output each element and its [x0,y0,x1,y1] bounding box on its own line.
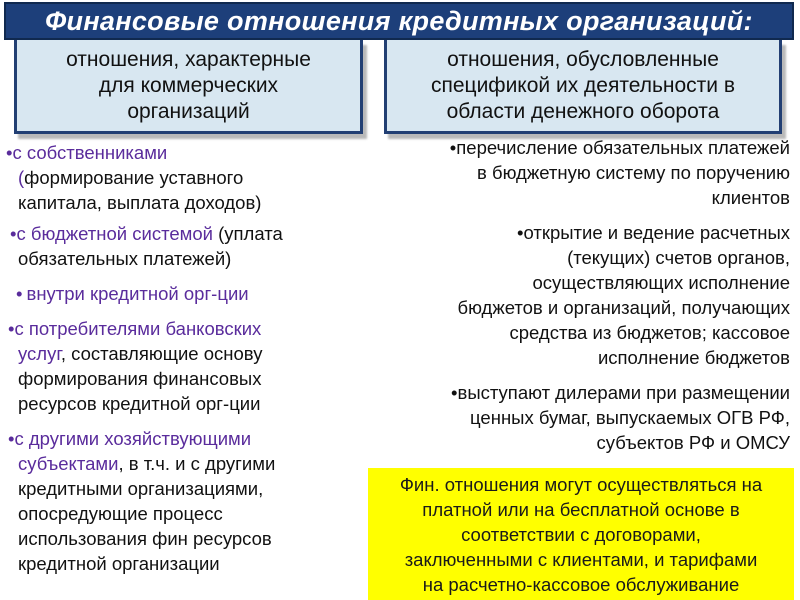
highlight-text: субъектами [18,453,119,474]
left-header-line: для коммерческих [98,73,279,97]
item-line: капитала, выплата доходов) [18,192,262,213]
item-text: , в т.ч. и с другими [118,453,276,474]
right-header-line: отношения, обусловленные [447,47,719,71]
list-item-other-entities [6,426,362,576]
list-item-budget [6,221,362,271]
item-line: клиентов [711,187,790,208]
item-line: формирования финансовых [18,368,262,389]
highlight-text: с бюджетной системой [16,223,213,244]
item-line: ценных бумаг, выпускаемых ОГВ РФ, [470,407,790,428]
highlight-text: услуг [18,343,61,364]
note-line: заключенными с клиентами, и тарифами [404,548,758,570]
note-line: платной или на бесплатной основе в [422,498,740,520]
right-column-list [372,135,790,455]
item-line: •перечисление обязательных платежей [449,137,790,158]
item-line: ресурсов кредитной орг-ции [18,393,261,414]
item-line: кредитными организациями, [18,478,264,499]
bullet: • [8,428,15,449]
left-column-list [6,140,362,576]
list-item-mandatory-payments [372,135,790,210]
item-line: использования фин ресурсов [18,528,272,549]
list-item-accounts [372,220,790,370]
item-line: •выступают дилерами при размещении [451,382,790,403]
highlight-text: внутри кредитной орг-ции [26,283,249,304]
bullet: • [10,223,17,244]
bullet: • [6,142,13,163]
item-line-text: формирование уставного [24,167,244,188]
title-bar [4,2,794,40]
note-line: соответствии с договорами, [461,523,701,545]
note-line: Фин. отношения могут осуществляться на [399,473,763,495]
note-box [368,468,794,600]
item-text: , составляющие основу [60,343,263,364]
bullet: • [8,318,15,339]
list-item-internal [6,281,362,306]
page-title: Финансовые отношения кредитных организаций: [45,5,753,36]
left-header-line: отношения, характерные [66,47,311,71]
right-header-line: области денежного оборота [446,99,720,123]
right-header-line: спецификой их деятельности в [430,73,736,97]
item-line: обязательных платежей) [18,248,232,269]
bullet: • [16,283,23,304]
highlight-text: с потребителями банковских [14,318,262,339]
item-text: (уплата [212,223,283,244]
item-line: исполнение бюджетов [597,347,790,368]
note-line: на расчетно-кассовое обслуживание [422,573,740,595]
item-line: осуществляющих исполнение [532,272,790,293]
item-line: в бюджетную систему по поручению [477,162,790,183]
left-column-header [14,40,363,134]
item-line: субъектов РФ и ОМСУ [596,432,790,453]
item-line: (формирование уставного [18,167,244,188]
item-line: кредитной организации [18,553,220,574]
highlight-text: с собственниками [12,142,168,163]
list-item-consumers [6,316,362,416]
item-line: •открытие и ведение расчетных [517,222,790,243]
list-item-dealers [372,380,790,455]
item-line: опосредующие процесс [18,503,223,524]
left-header-line: организаций [127,99,250,123]
item-line: бюджетов и организаций, получающих [457,297,790,318]
list-item-owners [6,140,362,215]
right-column-header [384,40,782,134]
highlight-text: с другими хозяйствующими [14,428,252,449]
item-line: (текущих) счетов органов, [567,247,790,268]
item-line: средства из бюджетов; кассовое [509,322,790,343]
